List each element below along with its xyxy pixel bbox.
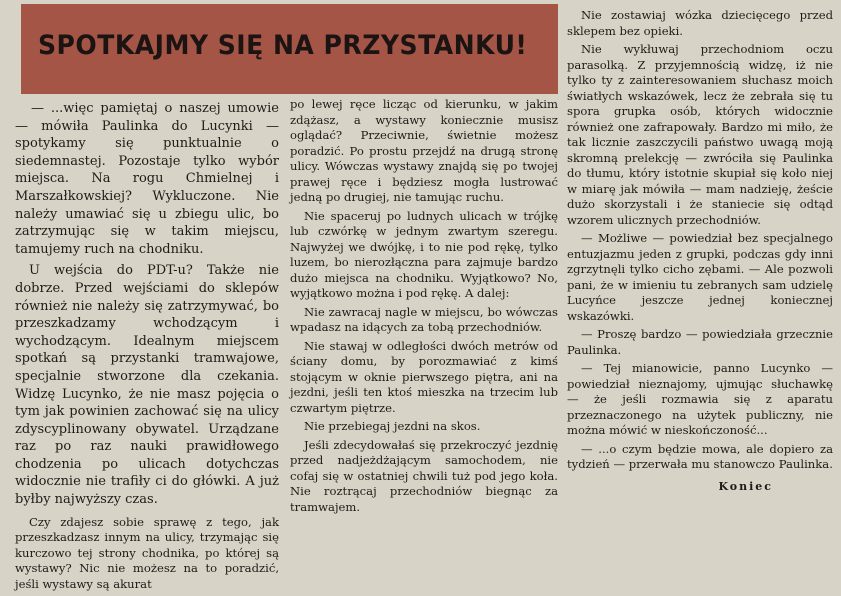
paragraph: Jeśli zdecydowałaś się przekroczyć jezdnię przed nadjeżdżającym samochodem, nie cofaj się w ostatniej chwili tuż pod jego koła. Nie roztrącaj przechodniów biegnąc za tramwajem. (290, 437, 558, 514)
paragraph: — ...więc pamiętaj o naszej umowie — mówiła Paulinka do Lucynki — spotykamy się punktualnie o siedemnastej. Pozostaje tylko wybór miejsca. Na rogu Chmielnej i Marszałkowskiej? Wykluczone. Nie należy umawiać się u zbiegu ulic, bo zatrzymując się w takim miejscu, tamujemy ruch na chodniku. (15, 101, 279, 257)
paragraph: Nie stawaj w odległości dwóch metrów od ściany domu, by porozmawiać z kimś stojącym w oknie pierwszego piętra, ani na jezdni, jeśli ten ktoś mieszka na trzecim lub czwartym piętrze. (290, 338, 558, 415)
paragraph: Czy zdajesz sobie sprawę z tego, jak przeszkadzasz innym na ulicy, trzymając się kurczowo tej strony chodnika, po której są wystawy? Nic nie możesz na to poradzić, jeśli wystawy są akurat (15, 514, 279, 591)
paragraph: U wejścia do PDT-u? Także nie dobrze. Przed wejściami do sklepów również nie należy się zatrzymywać, bo przeszkadzamy wchodzącym i wychodzącym. Idealnym miejscem spotkań są przystanki tramwajowe, specjalnie stworzone dla czekania. Widzę Lucynko, że nie masz pojęcia o tym jak powinien zachować się na ulicy zdyscyplinowany obywatel. Urządzane raz po raz nauki prawidłowego chodzenia po ulicach dotychczas widocznie nie trafiły ci do główki. A już byłby najwyższy czas. (15, 263, 279, 508)
column-1 (15, 100, 279, 596)
paragraph: — Tej mianowicie, panno Lucynko — powiedział nieznajomy, ujmując słuchawkę — że jeśli rozmawia się z aparatu przeznaczonego na użytek publiczny, nie można mówić w nieskończoność... (567, 361, 833, 437)
paragraph: Nie zawracaj nagle w miejscu, bo wówczas wpadasz na idących za tobą przechodniów. (290, 304, 558, 334)
column-2 (290, 97, 558, 518)
paragraph: — ...o czym będzie mowa, ale dopiero za tydzień — przerwała mu stanowczo Paulinka. (567, 441, 833, 471)
column-3 (567, 8, 833, 497)
paragraph: Nie przebiegaj jezdni na skos. (304, 419, 481, 433)
paragraph: — Proszę bardzo — powiedziała grzecznie Paulinka. (567, 327, 833, 357)
paragraph: po lewej ręce licząc od kierunku, w jakim zdążasz, a wystawy koniecznie musisz oglądać? Przeciwnie, świetnie możesz poradzić. Po prostu przejdź na drugą stronę ulicy. Wówczas wystawy znajdą się po twojej prawej ręce i będziesz mogła lustrować jedną po drugiej, nie tamując ruchu. (290, 97, 558, 204)
end-mark: Koniec (718, 479, 773, 493)
headline: SPOTKAJMY SIĘ NA PRZYSTANKU! (38, 30, 528, 61)
paragraph: — Możliwe — powiedział bez specjalnego entuzjazmu jeden z grupki, podczas gdy inni zgrzytnęli tylko cicho zębami. — Ale pozwoli pani, że w imieniu tu zebranych sam udzielę Lucyńce jeszcze jednej koniecznej wskazówki. (567, 231, 833, 323)
paragraph: Nie wykłuwaj przechodniom oczu parasolką. Z przyjemnością widzę, iż nie tylko ty z zainteresowaniem słuchasz moich światłych wskazówek, lecz że zebrała się tu spora grupka osób, których widocznie również one zafrapowały. Bardzo mi miło, że tak licznie zaszczycili państwo uwagą moją skromną prelekcję — zwróciła się Paulinka do tłumu, który istotnie skupiał się koło niej w miarę jak mówiła — mam nadzieję, żeście dużo skorzystali i że staniecie się odtąd wzorem ulicznych przechodniów. (567, 42, 833, 227)
paragraph: Nie spaceruj po ludnych ulicach w trójkę lub czwórkę w jednym zwartym szeregu. Najwyżej we dwójkę, i to nie pod rękę, tylko luzem, bo nierozłączna para zajmuje bardzo dużo miejsca na chodniku. Wyjątkowo? No, wyjątkowo można i pod rękę. A dalej: (290, 208, 558, 300)
paragraph: Nie zostawiaj wózka dziecięcego przed sklepem bez opieki. (567, 8, 833, 38)
